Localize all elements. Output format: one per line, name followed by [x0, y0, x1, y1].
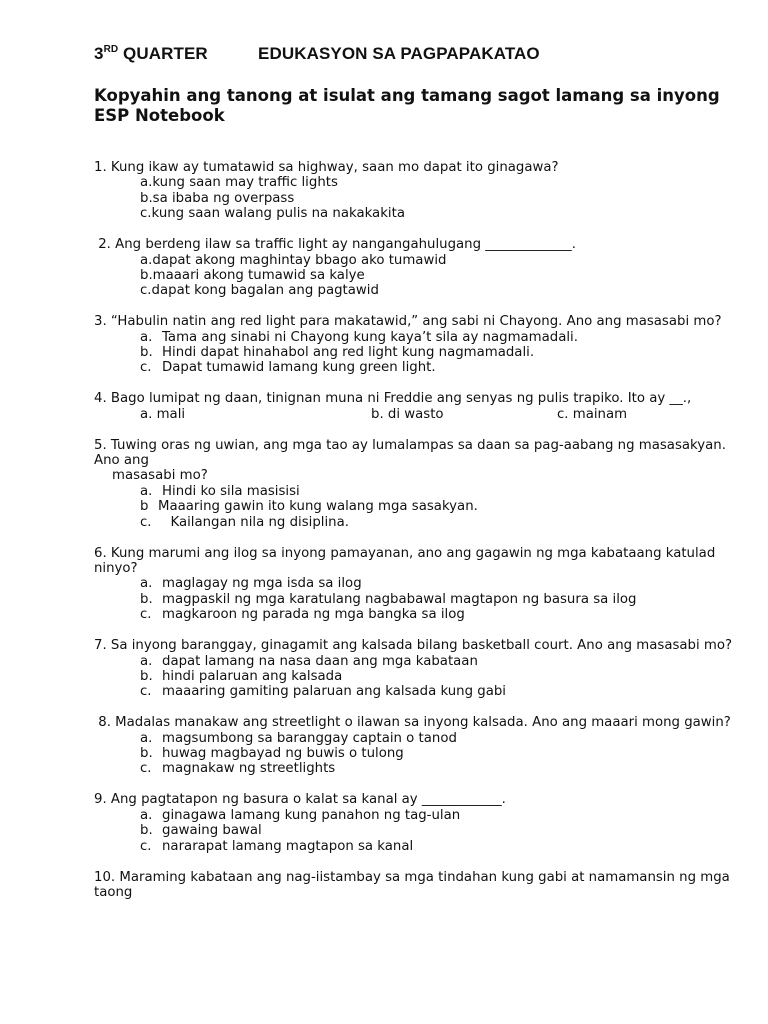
- question-4: [94, 391, 734, 422]
- option-text: magsumbong sa baranggay captain o tanod: [162, 730, 457, 746]
- option-text: Kailangan nila ng disiplina.: [162, 514, 349, 530]
- question-3: [94, 314, 734, 376]
- option-a: a.dapat akong maghintay bbago ako tumawid: [140, 252, 447, 268]
- option-a: [94, 484, 734, 499]
- option-c: [94, 761, 734, 776]
- option-marker: b: [140, 499, 149, 515]
- option-b: [94, 669, 734, 684]
- question-text: 2. Ang berdeng ilaw sa traffic light ay nangangahulugang _____________.: [94, 237, 576, 253]
- question-text: 7. Sa inyong baranggay, ginagamit ang kalsada bilang basketball court. Ano ang masasabi mo?: [94, 638, 733, 654]
- question-text: 3. “Habulin natin ang red light para makatawid,” ang sabi ni Chayong. Ano ang masasabi mo?: [94, 314, 722, 330]
- option-marker: c.: [140, 684, 152, 700]
- question-text-continued: masasabi mo?: [112, 468, 208, 484]
- question-5: [94, 438, 734, 530]
- option-b: [94, 499, 734, 514]
- option-c: c.dapat kong bagalan ang pagtawid: [140, 283, 379, 299]
- question-7: [94, 638, 734, 700]
- option-b: [94, 823, 734, 838]
- option-marker: c.: [140, 514, 152, 530]
- option-text: hindi palaruan ang kalsada: [162, 668, 343, 684]
- option-a: [94, 808, 734, 823]
- question-text: 10. Maraming kabataan ang nag-iistambay sa mga tindahan kung gabi at namamansin ng mga taong: [94, 869, 730, 900]
- question-text: 5. Tuwing oras ng uwian, ang mga tao ay lumalampas sa daan sa pag-aabang ng masasakyan. Ano ang: [94, 437, 726, 469]
- question-2: [94, 237, 734, 299]
- option-text: magnakaw ng streetlights: [162, 761, 336, 777]
- option-text: Hindi ko sila masisisi: [162, 483, 300, 499]
- quarter-label: [94, 44, 258, 64]
- option-marker: b.: [140, 668, 153, 684]
- option-marker: a.: [140, 653, 153, 669]
- option-marker: a.: [140, 730, 153, 746]
- quarter-word: QUARTER: [123, 44, 208, 63]
- option-b: b.maaari akong tumawid sa kalye: [140, 267, 365, 283]
- option-marker: a.: [140, 807, 153, 823]
- option-a: a. mali: [140, 406, 186, 422]
- option-c: [94, 839, 734, 854]
- option-row: [94, 407, 734, 422]
- option-text: huwag magbayad ng buwis o tulong: [162, 746, 404, 762]
- question-text: 6. Kung marumi ang ilog sa inyong pamayanan, ano ang gagawin ng mga kabataang katulad ninyo?: [94, 545, 716, 577]
- option-marker: b.: [140, 591, 153, 607]
- option-text: maaaring gamiting palaruan ang kalsada kung gabi: [162, 684, 506, 700]
- option-a: [94, 330, 734, 345]
- option-marker: b.: [140, 345, 153, 361]
- option-b: b. di wasto: [371, 406, 444, 422]
- option-b: [94, 592, 734, 607]
- instructions: Kopyahin ang tanong at isulat ang tamang sagot lamang sa inyong ESP Notebook: [94, 86, 720, 125]
- option-text: maglagay ng mga isda sa ilog: [162, 576, 362, 592]
- option-marker: a.: [140, 483, 153, 499]
- option-text: nararapat lamang magtapon sa kanal: [162, 838, 414, 854]
- subject-title: EDUKASYON SA PAGPAPAKATAO: [258, 44, 540, 63]
- option-a: [94, 576, 734, 591]
- option-c: [94, 515, 734, 530]
- question-text: 9. Ang pagtatapon ng basura o kalat sa kanal ay ____________.: [94, 792, 506, 808]
- option-text: ginagawa lamang kung panahon ng tag-ulan: [162, 807, 461, 823]
- option-marker: a.: [140, 576, 153, 592]
- question-text: 8. Madalas manakaw ang streetlight o ilawan sa inyong kalsada. Ano ang maaari mong gawin?: [94, 715, 731, 731]
- option-a: a.kung saan may traffic lights: [140, 175, 338, 191]
- question-text: 4. Bago lumipat ng daan, tinignan muna ni Freddie ang senyas ng pulis trapiko. Ito ay __.,: [94, 391, 692, 407]
- option-text: Dapat tumawid lamang kung green light.: [162, 360, 436, 376]
- option-a: [94, 654, 734, 669]
- option-c: c. mainam: [557, 406, 628, 422]
- option-marker: b.: [140, 823, 153, 839]
- option-marker: a.: [140, 329, 153, 345]
- option-text: Maaaring gawin ito kung walang mga sasakyan.: [158, 499, 478, 515]
- option-c: c.kung saan walang pulis na nakakakita: [140, 206, 405, 222]
- option-marker: c.: [140, 607, 152, 623]
- option-text: magkaroon ng parada ng mga bangka sa ilog: [162, 607, 465, 623]
- option-c: [94, 684, 734, 699]
- question-list: [94, 160, 734, 916]
- option-text: gawaing bawal: [162, 823, 262, 839]
- option-a: [94, 731, 734, 746]
- quarter-suffix: RD: [103, 44, 119, 55]
- option-text: Hindi dapat hinahabol ang red light kung nagmamadali.: [162, 345, 535, 361]
- worksheet-header: [94, 44, 714, 64]
- option-text: dapat lamang na nasa daan ang mga kabataan: [162, 653, 478, 669]
- option-b: [94, 345, 734, 360]
- option-marker: b.: [140, 746, 153, 762]
- question-9: [94, 792, 734, 854]
- option-marker: c.: [140, 761, 152, 777]
- option-c: [94, 607, 734, 622]
- option-marker: c.: [140, 838, 152, 854]
- option-b: [94, 746, 734, 761]
- option-text: magpaskil ng mga karatulang nagbabawal magtapon ng basura sa ilog: [162, 591, 637, 607]
- question-text: 1. Kung ikaw ay tumatawid sa highway, saan mo dapat ito ginagawa?: [94, 160, 559, 175]
- question-1: [94, 160, 734, 222]
- option-b: b.sa ibaba ng overpass: [140, 190, 295, 206]
- question-6: [94, 546, 734, 623]
- quarter-number: 3: [94, 44, 104, 63]
- option-marker: c.: [140, 360, 152, 376]
- question-10: [94, 870, 734, 901]
- option-text: Tama ang sinabi ni Chayong kung kaya’t sila ay nagmamadali.: [162, 329, 578, 345]
- question-8: [94, 715, 734, 777]
- option-c: [94, 360, 734, 375]
